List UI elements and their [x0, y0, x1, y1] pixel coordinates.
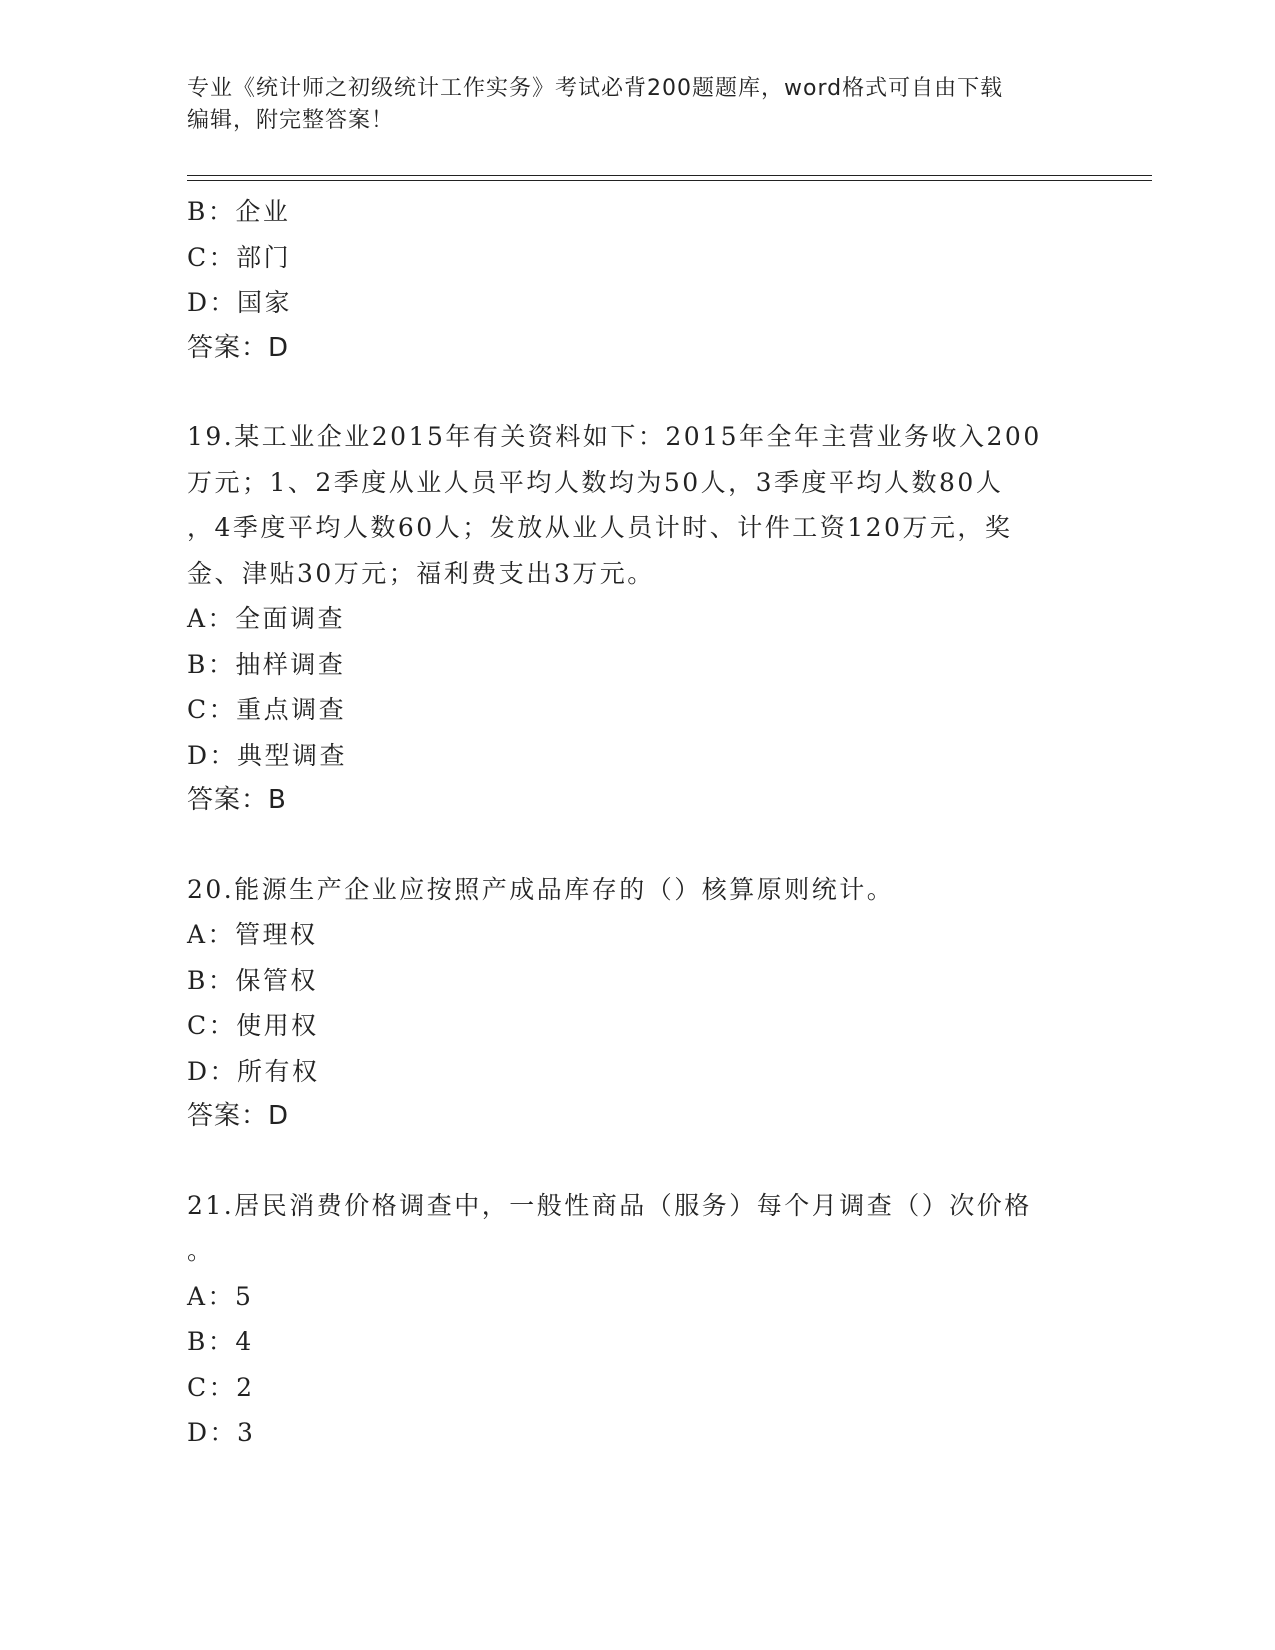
option-b: B：抽样调查 [187, 649, 346, 679]
question-stem-line: 。 [187, 1236, 215, 1265]
option-a: A：管理权 [187, 920, 318, 949]
question-stem-line: 19.某工业企业2015年有关资料如下：2015年全年主营业务收入200 [187, 422, 1042, 451]
question-gap [187, 824, 1087, 867]
question-gap [187, 371, 1087, 414]
option-d: D：典型调查 [187, 740, 348, 770]
option-c: C：2 [187, 1372, 255, 1402]
option-d: D：所有权 [187, 1056, 320, 1086]
question-stem-line: 20.能源生产企业应按照产成品库存的（）核算原则统计。 [187, 874, 895, 904]
option-b: B：企业 [187, 197, 291, 226]
header-line-2: 编辑，附完整答案！ [187, 108, 395, 133]
question-20 [187, 867, 1087, 1140]
question-stem-line: 21.居民消费价格调查中，一般性商品（服务）每个月调查（）次价格 [187, 1190, 1032, 1220]
question-stem-line: 金、津贴30万元；福利费支出3万元。 [187, 558, 655, 588]
option-a: A：5 [187, 1281, 254, 1311]
answer-label: 答案：B [187, 785, 287, 815]
header-divider-top [187, 175, 1152, 176]
header-line-1: 专业《统计师之初级统计工作实务》考试必背200题题库，word格式可自由下载 [187, 76, 1004, 101]
question-list [187, 189, 1087, 1456]
option-d: D：3 [187, 1418, 256, 1447]
option-b: B：4 [187, 1327, 254, 1356]
option-a: A：全面调查 [187, 604, 346, 633]
question-21 [187, 1183, 1087, 1456]
option-b: B：保管权 [187, 965, 318, 995]
option-d: D：国家 [187, 288, 293, 317]
option-c: C：使用权 [187, 1011, 319, 1040]
question-18-tail [187, 189, 1087, 371]
answer-label: 答案：D [187, 1101, 290, 1131]
question-19 [187, 414, 1087, 824]
option-c: C：重点调查 [187, 695, 347, 724]
header-divider-bottom [187, 180, 1152, 181]
question-stem-line: 万元；1、2季度从业人员平均人数均为50人，3季度平均人数80人 [187, 467, 1004, 497]
question-stem-line: ，4季度平均人数60人；发放从业人员计时、计件工资120万元，奖 [187, 513, 1013, 542]
option-c: C：部门 [187, 242, 292, 272]
question-gap [187, 1140, 1087, 1183]
answer-label: 答案：D [187, 332, 290, 363]
document-header [187, 73, 1067, 137]
